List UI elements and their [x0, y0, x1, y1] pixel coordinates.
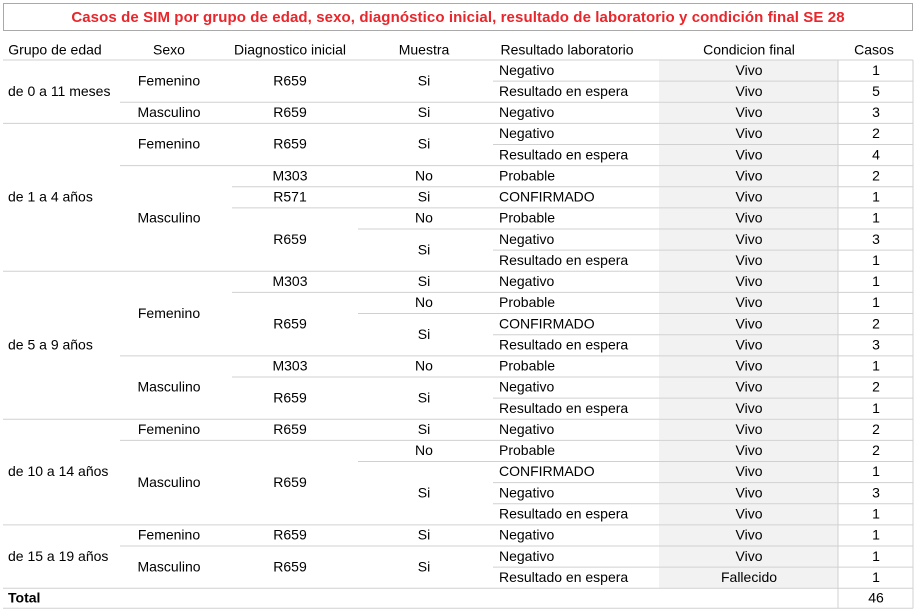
cell-casos: 1: [872, 294, 880, 311]
cell-muestra: Si: [417, 526, 431, 543]
cell-condicion: Fallecido: [720, 568, 778, 585]
cell-casos: 3: [872, 230, 880, 247]
total-label: Total: [8, 589, 41, 606]
cell-condicion: Vivo: [735, 463, 763, 480]
cell-muestra: Si: [417, 273, 431, 290]
cell-resultado: Resultado en espera: [499, 568, 629, 585]
cell-condicion: Vivo: [735, 61, 763, 78]
cell-grupo-edad: de 10 a 14 años: [8, 463, 109, 480]
cell-sexo: Femenino: [137, 304, 201, 321]
cell-resultado: Probable: [499, 357, 556, 374]
cell-condicion: Vivo: [735, 505, 763, 522]
cell-resultado: Probable: [499, 167, 556, 184]
cell-muestra: Si: [417, 420, 431, 437]
cell-diagnostico: R659: [273, 526, 307, 543]
cell-casos: 1: [872, 568, 880, 585]
cell-resultado: Probable: [499, 442, 556, 459]
cell-casos: 1: [872, 526, 880, 543]
cell-muestra: Si: [417, 389, 431, 406]
cell-sexo: Masculino: [137, 104, 201, 121]
cell-muestra: Si: [417, 484, 431, 501]
cell-sexo: Masculino: [137, 558, 201, 575]
cell-resultado: CONFIRMADO: [499, 463, 595, 480]
cell-condicion: Vivo: [735, 209, 763, 226]
cell-diagnostico: M303: [272, 357, 308, 374]
cell-diagnostico: R659: [273, 558, 307, 575]
cell-sexo: Masculino: [137, 473, 201, 490]
cell-muestra: Si: [417, 558, 431, 575]
cell-grupo-edad: de 5 a 9 años: [8, 336, 93, 353]
column-header: Casos: [854, 41, 894, 58]
cell-resultado: Negativo: [499, 104, 555, 121]
cell-condicion: Vivo: [735, 315, 763, 332]
cell-condicion: Vivo: [735, 251, 763, 268]
cell-condicion: Vivo: [735, 104, 763, 121]
cell-sexo: Femenino: [137, 526, 201, 543]
cell-casos: 3: [872, 336, 880, 353]
column-header: Condicion final: [703, 41, 795, 58]
table-title: Casos de SIM por grupo de edad, sexo, diagnóstico inicial, resultado de laboratorio y condición final SE 28: [71, 8, 845, 26]
column-header: Muestra: [398, 41, 450, 58]
cell-resultado: Negativo: [499, 484, 555, 501]
cell-muestra: Si: [417, 188, 431, 205]
cell-casos: 2: [872, 420, 880, 437]
cell-casos: 2: [872, 442, 880, 459]
cell-muestra: Si: [417, 241, 431, 258]
cell-condicion: Vivo: [735, 188, 763, 205]
cell-casos: 2: [872, 125, 880, 142]
cell-casos: 1: [872, 399, 880, 416]
cell-resultado: Probable: [499, 294, 556, 311]
cell-diagnostico: R659: [273, 315, 307, 332]
cell-resultado: CONFIRMADO: [499, 188, 595, 205]
cell-casos: 1: [872, 188, 880, 205]
cell-resultado: Resultado en espera: [499, 505, 629, 522]
cell-casos: 1: [872, 463, 880, 480]
cell-resultado: Negativo: [499, 378, 555, 395]
cell-casos: 1: [872, 273, 880, 290]
cell-diagnostico: M303: [272, 167, 308, 184]
cell-sexo: Femenino: [137, 420, 201, 437]
cell-resultado: Negativo: [499, 526, 555, 543]
cell-condicion: Vivo: [735, 125, 763, 142]
cell-condicion: Vivo: [735, 82, 763, 99]
cell-muestra: No: [415, 294, 433, 311]
cell-casos: 1: [872, 209, 880, 226]
cell-muestra: Si: [417, 104, 431, 121]
cell-condicion: Vivo: [735, 484, 763, 501]
cell-condicion: Vivo: [735, 336, 763, 353]
cell-sexo: Masculino: [137, 209, 201, 226]
cell-casos: 3: [872, 484, 880, 501]
cell-condicion: Vivo: [735, 167, 763, 184]
cell-muestra: No: [415, 167, 433, 184]
cell-resultado: Negativo: [499, 61, 555, 78]
cell-casos: 4: [872, 146, 880, 163]
cell-muestra: Si: [417, 325, 431, 342]
cell-casos: 3: [872, 104, 880, 121]
cell-casos: 2: [872, 167, 880, 184]
cell-casos: 1: [872, 505, 880, 522]
cell-diagnostico: R659: [273, 420, 307, 437]
cell-muestra: No: [415, 209, 433, 226]
cell-condicion: Vivo: [735, 294, 763, 311]
cell-condicion: Vivo: [735, 230, 763, 247]
cell-condicion: Vivo: [735, 357, 763, 374]
column-header: Resultado laboratorio: [500, 41, 634, 58]
cell-condicion: Vivo: [735, 399, 763, 416]
cell-resultado: Resultado en espera: [499, 399, 629, 416]
cell-resultado: Resultado en espera: [499, 82, 629, 99]
cell-condicion: Vivo: [735, 547, 763, 564]
cell-diagnostico: R659: [273, 104, 307, 121]
cell-muestra: No: [415, 442, 433, 459]
column-header: Grupo de edad: [8, 41, 102, 58]
cell-diagnostico: M303: [272, 273, 308, 290]
column-header: Sexo: [153, 41, 185, 58]
cell-diagnostico: R659: [273, 230, 307, 247]
cell-condicion: Vivo: [735, 442, 763, 459]
cell-condicion: Vivo: [735, 526, 763, 543]
cell-casos: 1: [872, 357, 880, 374]
cell-casos: 2: [872, 378, 880, 395]
cell-grupo-edad: de 15 a 19 años: [8, 547, 109, 564]
cell-muestra: Si: [417, 135, 431, 152]
cell-diagnostico: R659: [273, 473, 307, 490]
cell-casos: 2: [872, 315, 880, 332]
cell-diagnostico: R659: [273, 389, 307, 406]
cell-resultado: Negativo: [499, 547, 555, 564]
cell-diagnostico: R659: [273, 135, 307, 152]
cell-grupo-edad: de 1 a 4 años: [8, 188, 93, 205]
cell-casos: 5: [872, 82, 880, 99]
cell-resultado: Negativo: [499, 273, 555, 290]
cell-condicion: Vivo: [735, 420, 763, 437]
cell-sexo: Femenino: [137, 72, 201, 89]
cell-casos: 1: [872, 61, 880, 78]
cell-resultado: Resultado en espera: [499, 251, 629, 268]
cell-diagnostico: R659: [273, 72, 307, 89]
total-value: 46: [868, 589, 884, 606]
cell-casos: 1: [872, 251, 880, 268]
cell-resultado: Negativo: [499, 420, 555, 437]
cell-resultado: Probable: [499, 209, 556, 226]
cell-muestra: No: [415, 357, 433, 374]
cell-resultado: Resultado en espera: [499, 146, 629, 163]
cell-diagnostico: R571: [273, 188, 307, 205]
cell-condicion: Vivo: [735, 378, 763, 395]
cell-grupo-edad: de 0 a 11 meses: [8, 82, 111, 99]
cell-resultado: Negativo: [499, 230, 555, 247]
cell-muestra: Si: [417, 72, 431, 89]
column-header: Diagnostico inicial: [233, 41, 347, 58]
cell-sexo: Femenino: [137, 135, 201, 152]
cell-resultado: Negativo: [499, 125, 555, 142]
cell-condicion: Vivo: [735, 273, 763, 290]
cell-resultado: Resultado en espera: [499, 336, 629, 353]
cell-resultado: CONFIRMADO: [499, 315, 595, 332]
cell-casos: 1: [872, 547, 880, 564]
cell-condicion: Vivo: [735, 146, 763, 163]
cell-sexo: Masculino: [137, 378, 201, 395]
